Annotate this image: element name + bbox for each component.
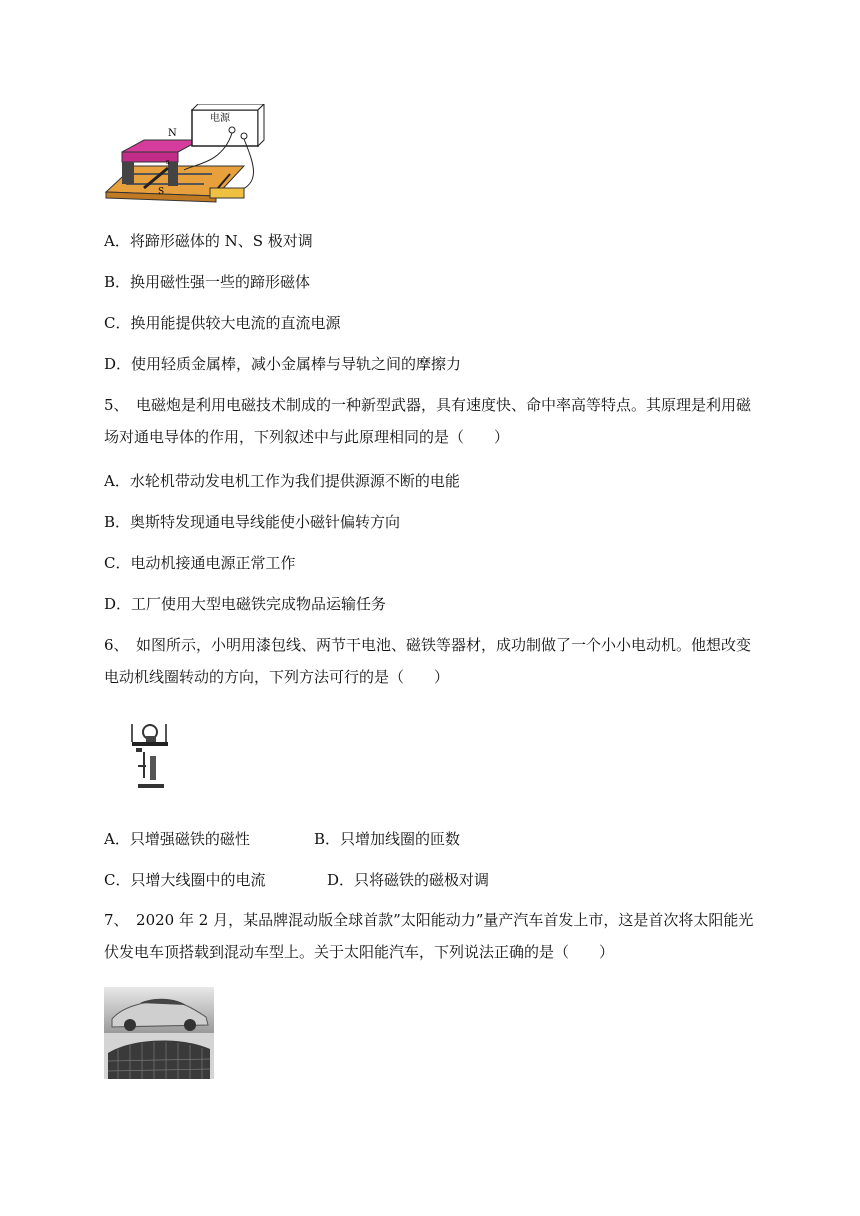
small-motor-figure bbox=[126, 718, 170, 798]
power-label: 电源 bbox=[210, 113, 230, 124]
q6-option-a: A．只增强磁铁的磁性 bbox=[104, 830, 250, 848]
q5-option-b: B．奥斯特发现通电导线能使小磁针偏转方向 bbox=[104, 513, 401, 531]
q7-stem: 7、 2020 年 2 月，某品牌混动版全球首款”太阳能动力”量产汽车首发上市，这是首次将太阳能光伏发电车顶搭载到混动车型上。关于太阳能汽车，下列说法正确的是（ ） bbox=[104, 911, 754, 961]
south-pole-label: S bbox=[158, 187, 165, 197]
q4-option-a: A．将蹄形磁体的 N、S 极对调 bbox=[104, 232, 313, 250]
north-pole-label: N bbox=[168, 128, 177, 139]
q6-option-d: D．只将磁铁的磁极对调 bbox=[327, 871, 490, 889]
q6-option-c: C．只增大线圈中的电流 bbox=[104, 871, 266, 889]
q6-option-b: B．只增加线圈的匝数 bbox=[314, 830, 461, 848]
q5-option-c: C．电动机接通电源正常工作 bbox=[104, 554, 296, 572]
south-small-label: s bbox=[166, 158, 170, 166]
q5-option-a: A．水轮机带动发电机工作为我们提供源源不断的电能 bbox=[104, 472, 460, 490]
q6-stem: 6、 如图所示，小明用漆包线、两节干电池、磁铁等器材，成功制做了一个小小电动机。他想改变电动机线圈转动的方向，下列方法可行的是（ ） bbox=[104, 636, 752, 686]
q5-option-d: D．工厂使用大型电磁铁完成物品运输任务 bbox=[104, 595, 387, 613]
magnet-rail-apparatus-figure bbox=[104, 104, 272, 212]
q4-option-b: B．换用磁性强一些的蹄形磁体 bbox=[104, 273, 311, 291]
q5-stem: 5、 电磁炮是利用电磁技术制成的一种新型武器，具有速度快、命中率高等特点。其原理是利用磁场对通电导体的作用，下列叙述中与此原理相同的是（ ） bbox=[104, 396, 752, 446]
q4-option-c: C．换用能提供较大电流的直流电源 bbox=[104, 314, 341, 332]
q4-option-d: D．使用轻质金属棒，减小金属棒与导轨之间的摩擦力 bbox=[104, 355, 462, 373]
solar-car-photo bbox=[104, 987, 214, 1079]
